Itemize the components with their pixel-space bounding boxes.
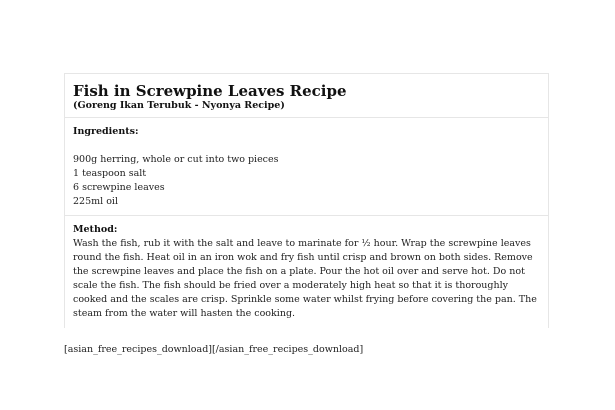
- recipe-header: [65, 74, 548, 118]
- ingredient-item: 900g herring, whole or cut into two pieces: [73, 154, 279, 165]
- method-text: Wash the fish, rub it with the salt and leave to marinate for ½ hour. Wrap the screwpine leaves round the fish. Heat oil in an iron wok and fry fish until crisp and brown on both sides. Remove the screwpine leaves and place the fish on a plate. Pour the hot oil over and serve hot. Do not scale the fish. The fish should be fried over a moderately high heat so that it is thoroughly cooked and the scales are crisp. Sprinkle some water whilst frying before covering the pan. The steam from the water will hasten the cooking.: [73, 238, 537, 319]
- ingredient-item: 225ml oil: [73, 196, 118, 207]
- method-section: [65, 216, 548, 321]
- recipe-subtitle: (Goreng Ikan Terubuk - Nyonya Recipe): [73, 100, 285, 111]
- ingredients-section: [65, 118, 548, 216]
- ingredient-item: 6 screwpine leaves: [73, 182, 165, 193]
- ingredient-item: 1 teaspoon salt: [73, 168, 147, 179]
- download-shortcode: [asian_free_recipes_download][/asian_free_recipes_download]: [64, 344, 364, 355]
- method-label: Method:: [73, 224, 118, 235]
- ingredients-label: Ingredients:: [73, 126, 139, 137]
- recipe-title: Fish in Screwpine Leaves Recipe: [73, 82, 347, 100]
- recipe-card: [64, 73, 549, 328]
